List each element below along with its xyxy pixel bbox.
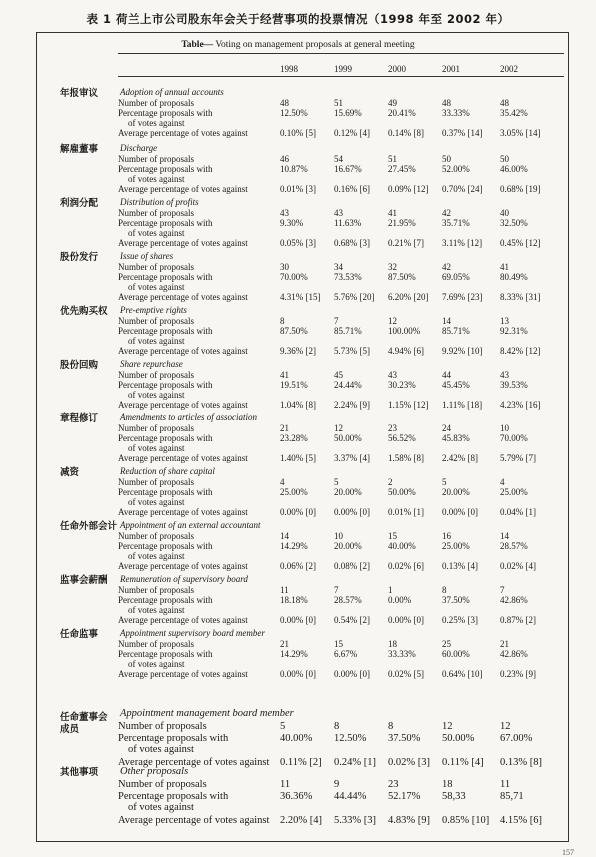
cell-1999: 0.24% [1] [334, 757, 376, 768]
cell-2001: 42 [442, 262, 451, 272]
top-rule [118, 53, 564, 54]
row-label: Number of proposals [118, 779, 207, 790]
cell-1998: 0.01% [3] [280, 184, 316, 194]
cell-1999: 15.69% [334, 108, 362, 118]
row-label: Average percentage of votes against [118, 292, 248, 302]
section-cn-label: 监事会薪酬 [60, 575, 108, 586]
cell-2001: 8 [442, 585, 447, 595]
cell-1998: 36.36% [280, 791, 313, 802]
cell-2001: 5 [442, 477, 447, 487]
cell-1998: 70.00% [280, 272, 308, 282]
cell-2000: 0.21% [7] [388, 238, 424, 248]
cell-2000: 56.52% [388, 433, 416, 443]
section-en-label: Appointment of an external accountant [120, 520, 261, 530]
row-label: Average percentage of votes against [118, 615, 248, 625]
cell-1999: 0.54% [2] [334, 615, 370, 625]
cell-1999: 24.44% [334, 380, 362, 390]
cell-2002: 3.05% [14] [500, 128, 541, 138]
cell-2000: 1 [388, 585, 393, 595]
cell-2001: 1.11% [18] [442, 400, 483, 410]
section-en-label: Amendments to articles of association [120, 412, 257, 422]
row-label: Number of proposals [118, 531, 194, 541]
cell-2000: 100.00% [388, 326, 421, 336]
caption-prefix: Table— [181, 40, 214, 50]
cell-2000: 0.02% [3] [388, 757, 430, 768]
cell-2002: 4 [500, 477, 505, 487]
cell-2000: 41 [388, 208, 397, 218]
cell-2000: 0.14% [8] [388, 128, 424, 138]
cell-1998: 19.51% [280, 380, 308, 390]
cell-1998: 14.29% [280, 541, 308, 551]
cell-1998: 9.30% [280, 218, 304, 228]
cell-1999: 0.16% [6] [334, 184, 370, 194]
cell-1998: 0.00% [0] [280, 669, 316, 679]
cell-2002: 0.02% [4] [500, 561, 536, 571]
cell-2001: 58,33 [442, 791, 466, 802]
year-2001: 2001 [442, 64, 460, 74]
cell-1999: 0.00% [0] [334, 669, 370, 679]
section-en-label: Other proposals [120, 766, 189, 777]
cell-2001: 0.25% [3] [442, 615, 478, 625]
cell-1999: 8 [334, 721, 340, 732]
cell-1998: 14.29% [280, 649, 308, 659]
cell-2001: 69.05% [442, 272, 470, 282]
row-label: Average percentage of votes against [118, 757, 270, 768]
cell-1998: 5 [280, 721, 286, 732]
cell-1998: 21 [280, 423, 289, 433]
section-cn-label: 任命董事会 成员 [60, 712, 108, 735]
section-cn-label: 股份发行 [60, 252, 99, 263]
cell-2001: 85.71% [442, 326, 470, 336]
year-1998: 1998 [280, 64, 298, 74]
cell-2002: 39.53% [500, 380, 528, 390]
cell-2002: 8.33% [31] [500, 292, 541, 302]
section-cn-label: 减资 [60, 467, 80, 478]
cell-1999: 15 [334, 639, 343, 649]
cell-2002: 4.23% [16] [500, 400, 541, 410]
row-label: Average percentage of votes against [118, 507, 248, 517]
cell-2000: 0.00% [0] [388, 615, 424, 625]
cell-2002: 67.00% [500, 733, 533, 744]
header-rule [118, 76, 564, 77]
row-label: Number of proposals [118, 154, 194, 164]
section-en-label: Share repurchase [120, 359, 183, 369]
cell-1999: 0.12% [4] [334, 128, 370, 138]
cell-2000: 0.09% [12] [388, 184, 429, 194]
cell-2000: 52.17% [388, 791, 421, 802]
cell-2002: 0.45% [12] [500, 238, 541, 248]
cell-2001: 50 [442, 154, 451, 164]
cell-2000: 32 [388, 262, 397, 272]
page-number: 157 [562, 848, 574, 857]
cell-2000: 40.00% [388, 541, 416, 551]
cell-2000: 8 [388, 721, 394, 732]
cell-2001: 0.70% [24] [442, 184, 483, 194]
row-label: Average percentage of votes against [118, 128, 248, 138]
cell-2000: 0.02% [6] [388, 561, 424, 571]
cell-2002: 42.86% [500, 595, 528, 605]
cell-2000: 4.94% [6] [388, 346, 424, 356]
cell-1998: 4 [280, 477, 285, 487]
cell-2000: 4.83% [9] [388, 815, 430, 826]
section-en-label: Adoption of annual accounts [120, 87, 224, 97]
cell-2002: 85,71 [500, 791, 524, 802]
cell-1998: 1.04% [8] [280, 400, 316, 410]
cell-2002: 21 [500, 639, 509, 649]
year-2000: 2000 [388, 64, 406, 74]
cell-2002: 46.00% [500, 164, 528, 174]
cell-2002: 43 [500, 370, 509, 380]
cell-2002: 70.00% [500, 433, 528, 443]
cell-2001: 2.42% [8] [442, 453, 478, 463]
row-label: Number of proposals [118, 639, 194, 649]
cell-1999: 5.73% [5] [334, 346, 370, 356]
cell-2000: 1.15% [12] [388, 400, 429, 410]
cell-2000: 0.01% [1] [388, 507, 424, 517]
cell-2000: 30.23% [388, 380, 416, 390]
cell-2001: 48 [442, 98, 451, 108]
cell-1999: 43 [334, 208, 343, 218]
row-label: Percentage proposals with of votes against [118, 595, 213, 615]
cell-1999: 12.50% [334, 733, 367, 744]
section-en-label: Remuneration of supervisory board [120, 574, 248, 584]
cell-2001: 16 [442, 531, 451, 541]
row-label: Number of proposals [118, 423, 194, 433]
cell-1998: 0.05% [3] [280, 238, 316, 248]
row-label: Number of proposals [118, 316, 194, 326]
cell-1998: 43 [280, 208, 289, 218]
row-label: Percentage proposals with of votes against [118, 791, 229, 813]
cell-1998: 0.10% [5] [280, 128, 316, 138]
cell-2000: 37.50% [388, 733, 421, 744]
section-cn-label: 解雇董事 [60, 144, 99, 155]
cell-1999: 54 [334, 154, 343, 164]
cell-1999: 0.00% [0] [334, 507, 370, 517]
section-en-label: Appointment supervisory board member [120, 628, 265, 638]
cell-2002: 48 [500, 98, 509, 108]
cell-2002: 11 [500, 779, 511, 790]
table-title: 表 1 荷兰上市公司股东年会关于经营事项的投票情况（1998 年至 2002 年） [86, 12, 510, 26]
cell-2001: 0.37% [14] [442, 128, 483, 138]
cell-2002: 25.00% [500, 487, 528, 497]
cell-2001: 25.00% [442, 541, 470, 551]
cell-2002: 42.86% [500, 649, 528, 659]
cell-1999: 28.57% [334, 595, 362, 605]
cell-2000: 2 [388, 477, 393, 487]
row-label: Percentage proposals with of votes against [118, 108, 213, 128]
cell-2001: 0.64% [10] [442, 669, 483, 679]
cell-2000: 0.00% [388, 595, 412, 605]
row-label: Number of proposals [118, 208, 194, 218]
cell-2002: 0.68% [19] [500, 184, 541, 194]
row-label: Percentage proposals with of votes against [118, 433, 213, 453]
row-label: Average percentage of votes against [118, 346, 248, 356]
cell-2000: 12 [388, 316, 397, 326]
cell-2000: 50.00% [388, 487, 416, 497]
row-label: Average percentage of votes against [118, 453, 248, 463]
cell-2001: 42 [442, 208, 451, 218]
section-cn-label: 年报审议 [60, 88, 99, 99]
cell-2002: 7 [500, 585, 505, 595]
cell-1998: 14 [280, 531, 289, 541]
cell-1999: 16.67% [334, 164, 362, 174]
cell-2002: 41 [500, 262, 509, 272]
row-label: Percentage proposals with of votes against [118, 733, 229, 755]
section-cn-label: 其他事项 [60, 767, 99, 778]
cell-2001: 12 [442, 721, 453, 732]
cell-2002: 12 [500, 721, 511, 732]
cell-1998: 18.18% [280, 595, 308, 605]
cell-1999: 12 [334, 423, 343, 433]
cell-2002: 8.42% [12] [500, 346, 541, 356]
section-en-label: Pre-emptive rights [120, 305, 187, 315]
year-1999: 1999 [334, 64, 352, 74]
cell-2002: 0.87% [2] [500, 615, 536, 625]
section-cn-label: 章程修订 [60, 413, 99, 424]
section-en-label: Appointment management board member [120, 708, 294, 719]
row-label: Number of proposals [118, 585, 194, 595]
cell-1999: 45 [334, 370, 343, 380]
row-label: Number of proposals [118, 477, 194, 487]
cell-2002: 80.49% [500, 272, 528, 282]
cell-2000: 23 [388, 779, 399, 790]
cell-2001: 35.71% [442, 218, 470, 228]
row-label: Number of proposals [118, 98, 194, 108]
caption-text: Voting on management proposals at general meeting [215, 40, 415, 50]
cell-2001: 37.50% [442, 595, 470, 605]
cell-1998: 87.50% [280, 326, 308, 336]
cell-1998: 11 [280, 779, 291, 790]
cell-2002: 40 [500, 208, 509, 218]
cell-2001: 45.45% [442, 380, 470, 390]
cell-2001: 50.00% [442, 733, 475, 744]
row-label: Average percentage of votes against [118, 815, 270, 826]
section-cn-label: 任命监事 [60, 629, 99, 640]
cell-1998: 12.50% [280, 108, 308, 118]
cell-1999: 2.24% [9] [334, 400, 370, 410]
cell-1998: 40.00% [280, 733, 313, 744]
cell-1999: 5.33% [3] [334, 815, 376, 826]
cell-1998: 0.06% [2] [280, 561, 316, 571]
cell-1999: 11.63% [334, 218, 362, 228]
cell-2000: 23 [388, 423, 397, 433]
cell-2001: 60.00% [442, 649, 470, 659]
row-label: Average percentage of votes against [118, 669, 248, 679]
cell-2001: 0.13% [4] [442, 561, 478, 571]
cell-2002: 5.79% [7] [500, 453, 536, 463]
cell-1998: 25.00% [280, 487, 308, 497]
section-en-label: Issue of shares [120, 251, 174, 261]
section-cn-label: 优先购买权 [60, 306, 108, 317]
cell-2000: 1.58% [8] [388, 453, 424, 463]
cell-2002: 4.15% [6] [500, 815, 542, 826]
cell-1999: 5.76% [20] [334, 292, 375, 302]
cell-2002: 28.57% [500, 541, 528, 551]
cell-1999: 6.67% [334, 649, 358, 659]
year-2002: 2002 [500, 64, 518, 74]
section-en-label: Discharge [120, 143, 158, 153]
cell-2001: 0.00% [0] [442, 507, 478, 517]
cell-1999: 9 [334, 779, 340, 790]
cell-2002: 13 [500, 316, 509, 326]
cell-2001: 33.33% [442, 108, 470, 118]
cell-2000: 27.45% [388, 164, 416, 174]
cell-2000: 20.41% [388, 108, 416, 118]
cell-1998: 1.40% [5] [280, 453, 316, 463]
cell-2000: 15 [388, 531, 397, 541]
section-cn-label: 任命外部会计 [60, 521, 118, 532]
cell-2001: 14 [442, 316, 451, 326]
cell-2002: 92.31% [500, 326, 528, 336]
row-label: Average percentage of votes against [118, 238, 248, 248]
cell-1998: 41 [280, 370, 289, 380]
cell-1999: 0.68% [3] [334, 238, 370, 248]
cell-2000: 18 [388, 639, 397, 649]
cell-2001: 45.83% [442, 433, 470, 443]
cell-1999: 7 [334, 316, 339, 326]
cell-2002: 10 [500, 423, 509, 433]
cell-1998: 0.00% [0] [280, 507, 316, 517]
cell-1999: 5 [334, 477, 339, 487]
cell-1999: 20.00% [334, 487, 362, 497]
cell-1998: 30 [280, 262, 289, 272]
cell-1999: 44.44% [334, 791, 367, 802]
cell-2001: 25 [442, 639, 451, 649]
section-cn-label: 利润分配 [60, 198, 99, 209]
cell-1998: 48 [280, 98, 289, 108]
cell-2001: 24 [442, 423, 451, 433]
cell-2000: 21.95% [388, 218, 416, 228]
row-label: Percentage proposals with of votes against [118, 649, 213, 669]
cell-1999: 7 [334, 585, 339, 595]
row-label: Number of proposals [118, 721, 207, 732]
cell-1998: 9.36% [2] [280, 346, 316, 356]
cell-1999: 3.37% [4] [334, 453, 370, 463]
cell-1999: 10 [334, 531, 343, 541]
cell-2001: 18 [442, 779, 453, 790]
section-cn-label: 股份回购 [60, 360, 99, 371]
cell-1998: 10.87% [280, 164, 308, 174]
cell-2002: 0.13% [8] [500, 757, 542, 768]
cell-2001: 20.00% [442, 487, 470, 497]
cell-1999: 51 [334, 98, 343, 108]
cell-1999: 73.53% [334, 272, 362, 282]
cell-1999: 20.00% [334, 541, 362, 551]
cell-1998: 4.31% [15] [280, 292, 321, 302]
cell-2000: 51 [388, 154, 397, 164]
cell-1998: 46 [280, 154, 289, 164]
cell-2002: 0.04% [1] [500, 507, 536, 517]
cell-2001: 0.85% [10] [442, 815, 490, 826]
cell-1998: 0.11% [2] [280, 757, 322, 768]
cell-2002: 32.50% [500, 218, 528, 228]
row-label: Number of proposals [118, 262, 194, 272]
cell-2001: 52.00% [442, 164, 470, 174]
cell-1998: 21 [280, 639, 289, 649]
row-label: Percentage proposals with of votes against [118, 380, 213, 400]
row-label: Average percentage of votes against [118, 184, 248, 194]
cell-1998: 8 [280, 316, 285, 326]
cell-2000: 33.33% [388, 649, 416, 659]
cell-1999: 0.08% [2] [334, 561, 370, 571]
row-label: Number of proposals [118, 370, 194, 380]
cell-2000: 49 [388, 98, 397, 108]
cell-2001: 3.11% [12] [442, 238, 483, 248]
row-label: Percentage proposals with of votes against [118, 218, 213, 238]
cell-2001: 44 [442, 370, 451, 380]
cell-2002: 0.23% [9] [500, 669, 536, 679]
cell-2002: 50 [500, 154, 509, 164]
cell-2002: 14 [500, 531, 509, 541]
cell-2001: 0.11% [4] [442, 757, 484, 768]
row-label: Percentage proposals with of votes against [118, 326, 213, 346]
cell-1999: 34 [334, 262, 343, 272]
cell-2000: 6.20% [20] [388, 292, 429, 302]
row-label: Average percentage of votes against [118, 561, 248, 571]
section-en-label: Distribution of profits [120, 197, 199, 207]
row-label: Average percentage of votes against [118, 400, 248, 410]
cell-2001: 9.92% [10] [442, 346, 483, 356]
cell-1999: 50.00% [334, 433, 362, 443]
cell-1998: 0.00% [0] [280, 615, 316, 625]
row-label: Percentage proposals with of votes against [118, 487, 213, 507]
cell-2002: 35.42% [500, 108, 528, 118]
cell-1998: 11 [280, 585, 289, 595]
table-caption [0, 40, 596, 50]
cell-1999: 85.71% [334, 326, 362, 336]
cell-2000: 0.02% [5] [388, 669, 424, 679]
cell-2001: 7.69% [23] [442, 292, 483, 302]
cell-1998: 2.20% [4] [280, 815, 322, 826]
section-en-label: Reduction of share capital [120, 466, 215, 476]
row-label: Percentage proposals with of votes against [118, 272, 213, 292]
row-label: Percentage proposals with of votes against [118, 164, 213, 184]
cell-1998: 23.28% [280, 433, 308, 443]
cell-2000: 87.50% [388, 272, 416, 282]
row-label: Percentage proposals with of votes against [118, 541, 213, 561]
cell-2000: 43 [388, 370, 397, 380]
